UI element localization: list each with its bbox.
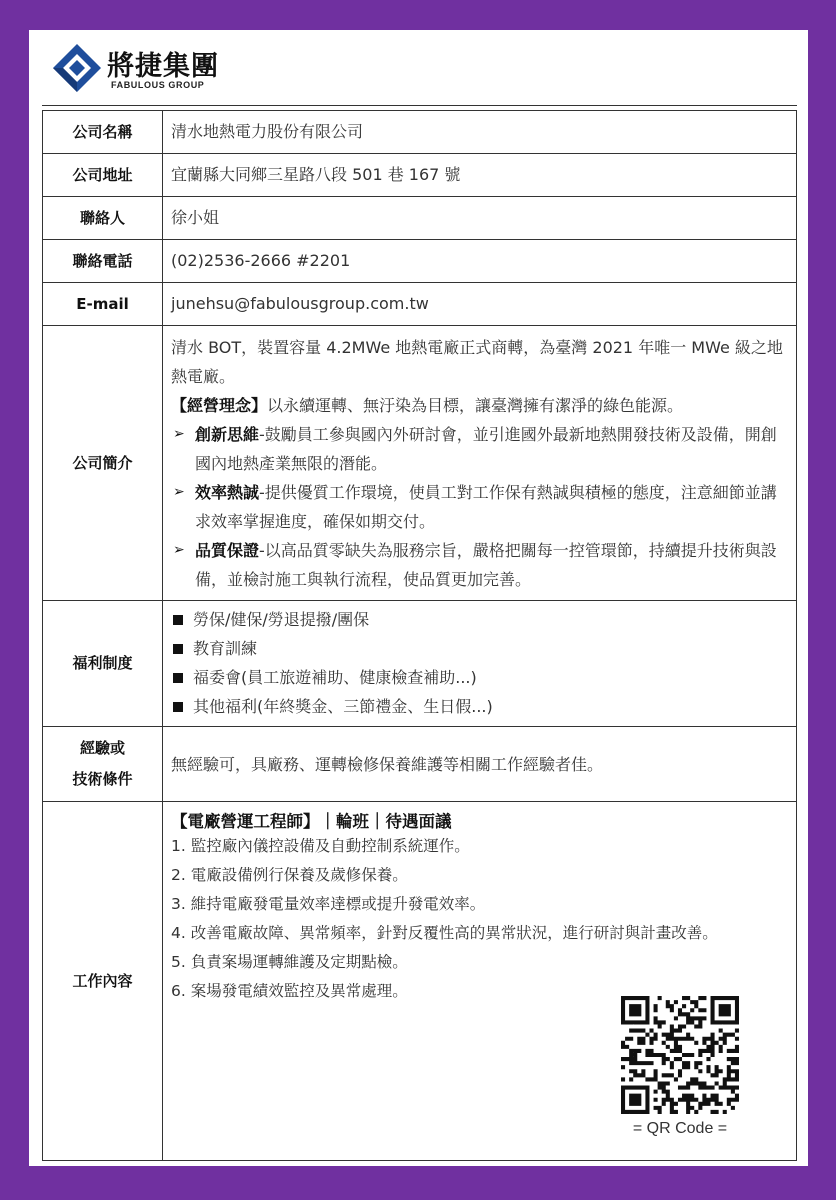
- label-company-name: 公司名稱: [43, 111, 163, 154]
- value-requirements: 無經驗可，具廠務、運轉檢修保養維護等相關工作經驗者佳。: [163, 727, 797, 802]
- job-flyer: [29, 30, 808, 1166]
- job-duty: 5. 負責案場運轉維護及定期點檢。: [171, 953, 408, 971]
- square-bullet-icon: [173, 615, 183, 625]
- label-requirements: [43, 727, 163, 802]
- intro-point: [171, 420, 788, 478]
- job-duty: 3. 維持電廠發電量效率達標或提升發電效率。: [171, 895, 486, 913]
- row-phone: [43, 240, 797, 283]
- row-intro: [43, 326, 797, 601]
- qr-caption: = QR Code =: [632, 1120, 728, 1137]
- job-duty: 1. 監控廠內儀控設備及自動控制系統運作。: [171, 837, 470, 855]
- row-email: [43, 283, 797, 326]
- label-requirements-line2: 技術條件: [72, 770, 133, 788]
- philosophy-text: 以永續運轉、無汙染為目標，讓臺灣擁有潔淨的綠色能源。: [267, 395, 684, 415]
- intro-point: [171, 478, 788, 536]
- benefit-item: [171, 663, 788, 692]
- label-contact: 聯絡人: [43, 197, 163, 240]
- arrow-bullet-icon: ➢: [173, 541, 185, 558]
- qr-block: [610, 996, 750, 1138]
- point-text: -以高品質零缺失為服務宗旨，嚴格把關每一控管環節，持續提升技術與設備，並檢討施工與執行流程，使品質更加完善。: [195, 540, 777, 589]
- benefit-text: 福委會(員工旅遊補助、健康檢查補助...): [193, 668, 477, 687]
- value-phone: (02)2536-2666 #2201: [163, 240, 797, 283]
- info-table: [42, 110, 797, 1161]
- row-job: [43, 802, 797, 1161]
- intro-point: [171, 536, 788, 594]
- benefit-item: [171, 634, 788, 663]
- label-phone: 聯絡電話: [43, 240, 163, 283]
- intro-summary: 清水 BOT，裝置容量 4.2MWe 地熱電廠正式商轉，為臺灣 2021 年唯一 MWe 級之地熱電廠。: [171, 337, 783, 386]
- value-intro: [163, 326, 797, 601]
- qr-code-icon[interactable]: [621, 996, 739, 1114]
- benefit-text: 其他福利(年終獎金、三節禮金、生日假...): [193, 697, 493, 716]
- square-bullet-icon: [173, 673, 183, 683]
- row-contact: [43, 197, 797, 240]
- job-duty: 4. 改善電廠故障、異常頻率，針對反覆性高的異常狀況，進行研討與計畫改善。: [171, 924, 718, 942]
- benefit-item: [171, 692, 788, 721]
- company-logo: [49, 38, 249, 94]
- label-email: E-mail: [43, 283, 163, 326]
- job-duty: 2. 電廠設備例行保養及歲修保養。: [171, 866, 408, 884]
- benefit-text: 勞保/健保/勞退提撥/團保: [193, 610, 370, 629]
- label-requirements-line1: 經驗或: [79, 739, 125, 757]
- label-intro: 公司簡介: [43, 326, 163, 601]
- point-text: -提供優質工作環境，使員工對工作保有熱誠與積極的態度，注意細節並講求效率掌握進度，確保如期交付。: [195, 482, 777, 531]
- label-job: 工作內容: [43, 802, 163, 1161]
- arrow-bullet-icon: ➢: [173, 425, 185, 442]
- row-benefits: [43, 601, 797, 727]
- square-bullet-icon: [173, 702, 183, 712]
- point-title: 品質保證: [195, 540, 260, 560]
- label-address: 公司地址: [43, 154, 163, 197]
- philosophy-title: 【經營理念】: [171, 395, 268, 415]
- row-requirements: [43, 727, 797, 802]
- point-title: 創新思維: [195, 424, 260, 444]
- value-benefits: [163, 601, 797, 727]
- value-email[interactable]: junehsu@fabulousgroup.com.tw: [163, 283, 797, 326]
- value-job: [163, 802, 797, 1161]
- job-duty: 6. 案場發電績效監控及異常處理。: [171, 982, 408, 1000]
- top-rule: [42, 105, 797, 106]
- value-company-name: 清水地熱電力股份有限公司: [163, 111, 797, 154]
- job-title: 【電廠營運工程師】｜輪班｜待遇面議: [171, 812, 452, 831]
- diamond-logo-icon: [49, 40, 105, 96]
- intro-philosophy: [171, 391, 788, 420]
- row-company-name: [43, 111, 797, 154]
- benefit-item: [171, 605, 788, 634]
- logo-name-cn: 將捷集團: [107, 51, 219, 82]
- arrow-bullet-icon: ➢: [173, 483, 185, 500]
- benefit-text: 教育訓練: [193, 639, 258, 658]
- point-title: 效率熱誠: [195, 482, 260, 502]
- row-address: [43, 154, 797, 197]
- point-text: -鼓勵員工參與國內外研討會，並引進國外最新地熱開發技術及設備，開創國內地熱產業無限的潛能。: [195, 424, 777, 473]
- value-contact: 徐小姐: [163, 197, 797, 240]
- square-bullet-icon: [173, 644, 183, 654]
- value-address: 宜蘭縣大同鄉三星路八段 501 巷 167 號: [163, 154, 797, 197]
- label-benefits: 福利制度: [43, 601, 163, 727]
- logo-name-en: FABULOUS GROUP: [111, 80, 205, 90]
